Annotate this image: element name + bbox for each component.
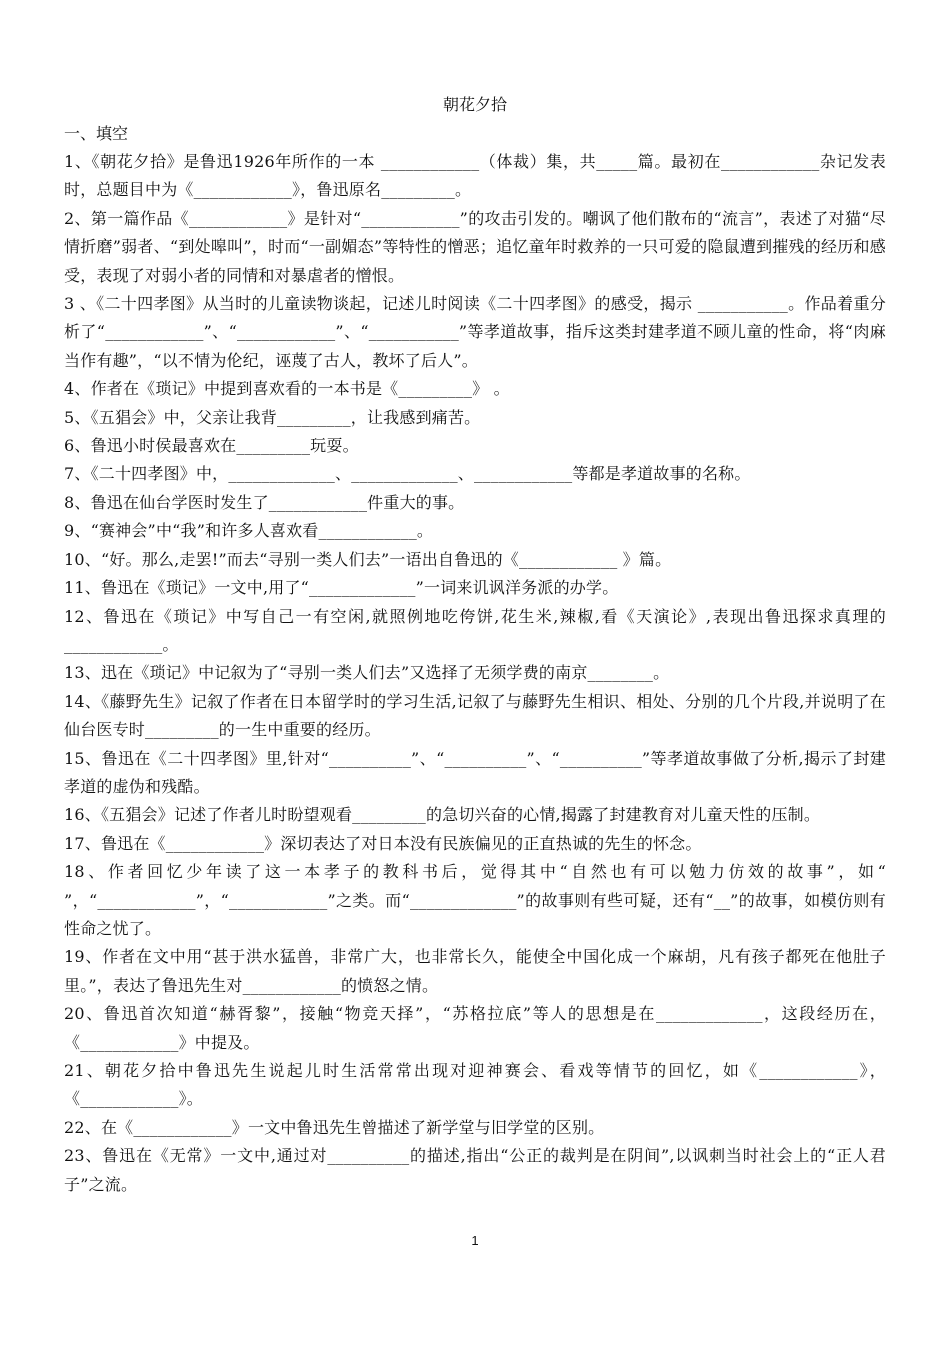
question-21: 21、朝花夕拾中鲁迅先生说起儿时生活常常出现对迎神赛会、看戏等情节的回忆，如《____________》，《____________》。 [64,1061,886,1109]
question-16: 16、《五猖会》记述了作者儿时盼望观看_________的急切兴奋的心情,揭露了封建教育对儿童天性的压制。 [64,805,821,825]
question-14: 14、《藤野先生》记叙了作者在日本留学时的学习生活,记叙了与藤野先生相识、相处、分别的几个片段,并说明了在仙台医专时_________的一生中重要的经历。 [64,691,886,740]
question-3: 3 、《二十四孝图》从当时的儿童读物谈起，记述儿时阅读《二十四孝图》的感受，揭示 ___________。作品着重分析了“____________”、“____________”、“___________”等孝道故事，指斥这类封建孝道不顾儿童的性命，将“肉麻当作有趣”，“以不情为伦纪，诬蔑了古人，教坏了后人”。 [64,294,886,370]
question-8: 8、鲁迅在仙台学医时发生了____________件重大的事。 [64,492,465,512]
question-1: 1、《朝花夕拾》是鲁迅1926年所作的一本 ____________（体裁）集，共_____篇。最初在____________杂记发表时，总题目中为《____________》，鲁迅原名_________。 [64,152,886,200]
question-9: 9、“赛神会”中“我”和许多人喜欢看____________。 [64,521,434,541]
question-6: 6、鲁迅小时侯最喜欢在_________玩耍。 [64,436,359,456]
question-11: 11、鲁迅在《琐记》一文中,用了“_____________”一词来讥讽洋务派的办学。 [64,578,619,598]
question-15: 15、鲁迅在《二十四孝图》里,针对“__________”、“__________”、“__________”等孝道故事做了分析,揭示了封建孝道的虚伪和残酷。 [64,748,886,796]
question-23: 23、鲁迅在《无常》一文中,通过对__________的描述,指出“公正的裁判是在阴间”,以讽刺当时社会上的“正人君子”之流。 [64,1146,886,1194]
question-13: 13、迅在《琐记》中记叙为了“寻别一类人们去”又选择了无须学费的南京________。 [64,663,670,683]
question-2: 2、第一篇作品《____________》是针对“____________”的攻击引发的。嘲讽了他们散布的“流言”，表述了对猫“尽情折磨”弱者、“到处嗥叫”，时而“一副媚态”等特性的憎恶；追忆童年时救养的一只可爱的隐鼠遭到摧残的经历和感受，表现了对弱小者的同情和对暴虐者的憎恨。 [64,208,886,285]
section-heading: 一、填空 [64,124,129,143]
page-number: 1 [471,1233,479,1248]
question-7: 7、《二十四孝图》中，_____________、_____________、____________等都是孝道故事的名称。 [64,464,751,484]
question-20: 20、鲁迅首次知道“赫胥黎”，接触“物竞天择”，“苏格拉底”等人的思想是在_____________，这段经历在，《____________》中提及。 [64,1004,886,1052]
question-10: 10、“好。那么,走罢!”而去“寻别一类人们去”一语出自鲁迅的《____________ 》篇。 [64,549,672,569]
document-title: 朝花夕拾 [442,95,507,114]
question-5: 5、《五猖会》中，父亲让我背_________，让我感到痛苦。 [64,407,481,427]
document-page [64,92,886,1199]
question-list [64,148,886,1199]
question-12: 12、鲁迅在《琐记》中写自己一有空闲,就照例地吃侉饼,花生米,辣椒,看《天演论》,表现出鲁迅探求真理的____________。 [64,606,886,654]
question-18: 18、作者回忆少年读了这一本孝子的教科书后，觉得其中“自然也有可以勉力仿效的故事”，如“ ”，“____________”，“____________”之类。而“_____________”的故事则有些可疑，还有“__”的故事，如模仿则有性命之忧了。 [64,862,886,938]
question-17: 17、鲁迅在《____________》深切表达了对日本没有民族偏见的正直热诚的先生的怀念。 [64,833,702,853]
question-4: 4、作者在《琐记》中提到喜欢看的一本书是《_________》 。 [64,379,510,399]
question-19: 19、作者在文中用“甚于洪水猛兽，非常广大，也非常长久，能使全中国化成一个麻胡，凡有孩子都死在他肚子里。”，表达了鲁迅先生对____________的愤怒之情。 [64,947,886,995]
question-22: 22、在《____________》一文中鲁迅先生曾描述了新学堂与旧学堂的区别。 [64,1117,605,1137]
